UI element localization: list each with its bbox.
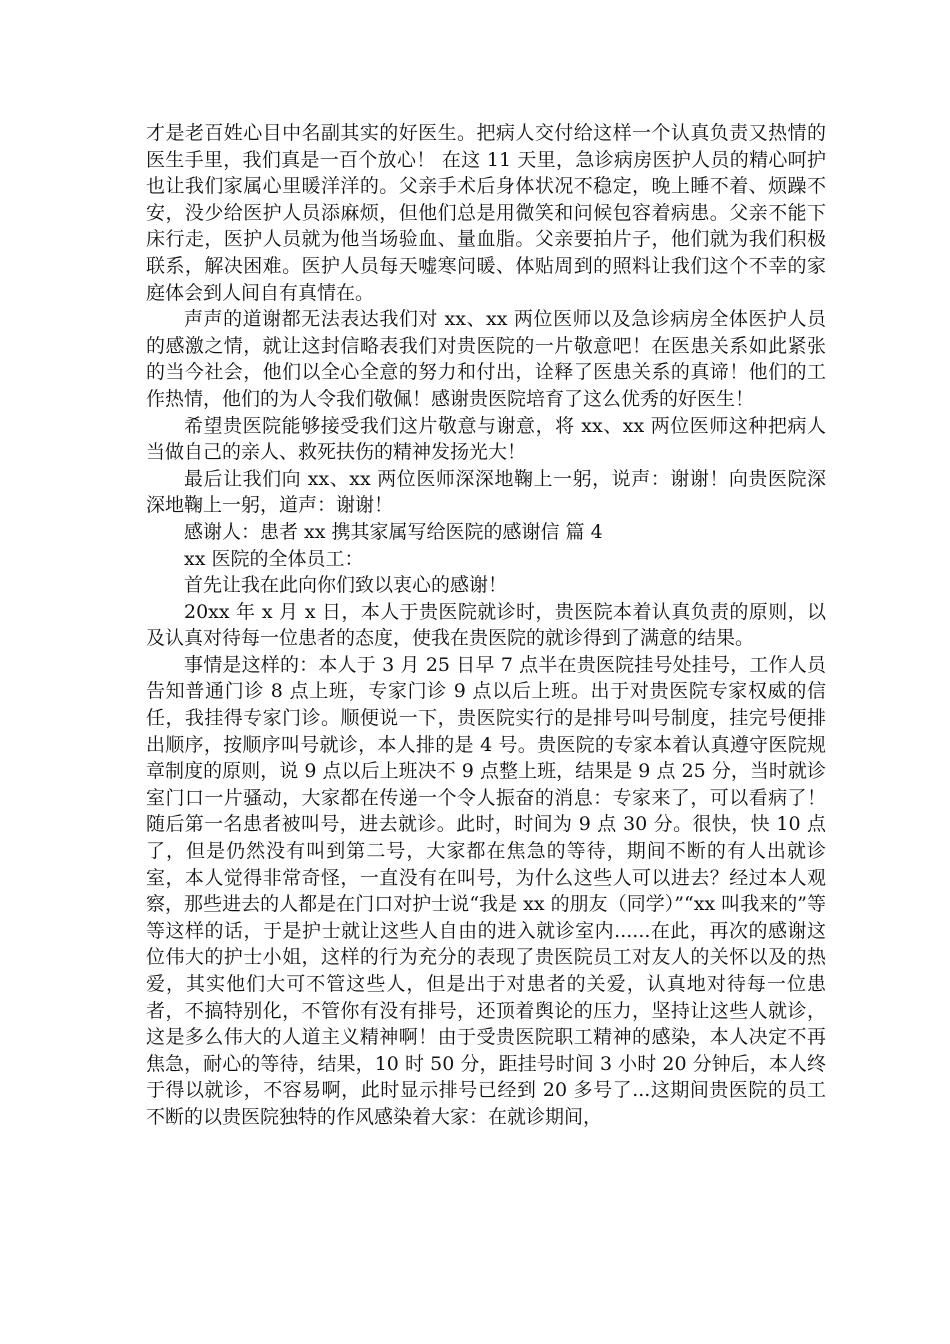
- paragraph-visit-date: 20xx 年 x 月 x 日，本人于贵医院就诊时，贵医院本着认真负责的原则，以及认真对待每一位患者的态度，使我在贵医院的就诊得到了满意的结果。: [146, 600, 826, 650]
- paragraph-4: 最后让我们向 xx、xx 两位医师深深地鞠上一躬，说声：谢谢！向贵医院深深地鞠上一躬，道声：谢谢！: [146, 467, 826, 517]
- paragraph-story: 事情是这样的：本人于 3 月 25 日早 7 点半在贵医院挂号处挂号，工作人员告知普通门诊 8 点上班，专家门诊 9 点以后上班。出于对贵医院专家权威的信任，我挂得专家门诊。顺便说一下，贵医院实行的是排号叫号制度，挂完号便排出顺序，按顺序叫号就诊，本人排的是 4 号。贵医院的专家本着认真遵守医院规章制度的原则，说 9 点以后上班决不 9 点整上班，结果是 9 点 25 分，当时就诊室门口一片骚动，大家都在传递一个令人振奋的消息：专家来了，可以看病了！随后第一名患者被叫号，进去就诊。此时，时间为 9 点 30 分。很快，快 10 点了，但是仍然没有叫到第二号，大家都在焦急的等待，期间不断的有人出就诊室，本人觉得非常奇怪，一直没有在叫号，为什么这些人可以进去？经过本人观察，那些进去的人都是在门口对护士说“我是 xx 的朋友（同学）”“xx 叫我来的”等等这样的话，于是护士就让这些人自由的进入就诊室内......在此，再次的感谢这位伟大的护士小姐，这样的行为充分的表现了贵医院员工对友人的关怀以及的热爱，其实他们大可不管这些人，但是出于对患者的关爱，认真地对待每一位患者，不搞特别化，不管你有没有排号，还顶着舆论的压力，坚持让这些人就诊，这是多么伟大的人道主义精神啊！由于受贵医院职工精神的感染，本人决定不再焦急，耐心的等待，结果，10 时 50 分，距挂号时间 3 小时 20 分钟后，本人终于得以就诊，不容易啊，此时显示排号已经到 20 多号了...这期间贵医院的员工不断的以贵医院独特的作风感染着大家：在就诊期间，: [146, 653, 826, 1128]
- paragraph-salutation: xx 医院的全体员工：: [184, 547, 364, 570]
- paragraph-2: 声声的道谢都无法表达我们对 xx、xx 两位医师以及急诊病房全体医护人员的感激之情，就让这封信略表我们对贵医院的一片敬意吧！在医患关系如此紧张的当今社会，他们以全心全意的努力和付出，诠释了医患关系的真谛！他们的工作热情，他们的为人令我们敬佩！感谢贵医院培育了这么优秀的好医生！: [146, 308, 826, 410]
- document-body: [146, 120, 826, 1131]
- paragraph-3: 希望贵医院能够接受我们这片敬意与谢意，将 xx、xx 两位医师这种把病人当做自己的亲人、救死扶伤的精神发扬光大！: [146, 414, 826, 464]
- paragraph-1: 才是老百姓心目中名副其实的好医生。把病人交付给这样一个认真负责又热情的医生手里，我们真是一百个放心！ 在这 11 天里，急诊病房医护人员的精心呵护也让我们家属心里暖洋洋的。父亲手术后身体状况不稳定，晚上睡不着、烦躁不安，没少给医护人员添麻烦，但他们总是用微笑和问候包容着病患。父亲不能下床行走，医护人员就为他当场验血、量血脂。父亲要拍片子，他们就为我们积极联系，解决困难。医护人员每天嘘寒问暖、体贴周到的照料让我们这个不幸的家庭体会到人间自有真情在。: [146, 122, 826, 304]
- paragraph-opening: 首先让我在此向你们致以衷心的感谢！: [184, 574, 508, 597]
- paragraph-signature: 感谢人：患者 xx 携其家属写给医院的感谢信 篇 4: [184, 520, 603, 543]
